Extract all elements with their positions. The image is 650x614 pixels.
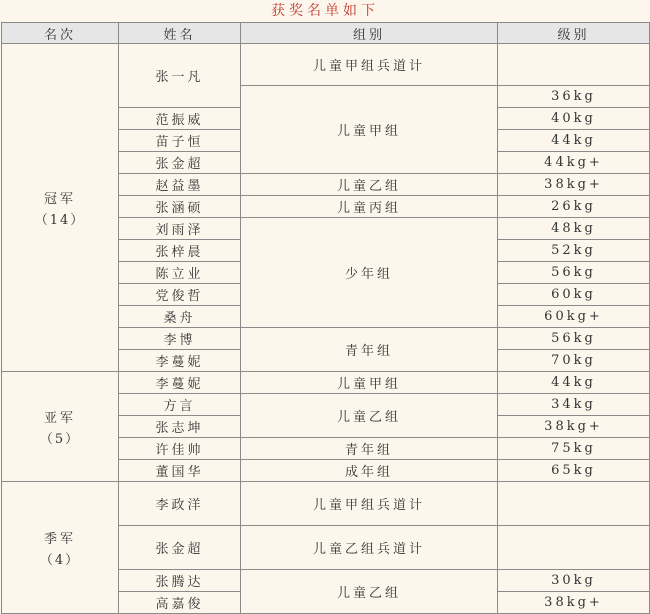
table-row-level: 40kg (498, 108, 650, 130)
rank-runner-up-label: 亚军 (43, 410, 76, 426)
table-row-name: 李政洋 (119, 482, 241, 526)
table-row-level: 44kg (498, 372, 650, 394)
table-row-level: 38kg+ (498, 416, 650, 438)
table-row-group: 青年组 (241, 438, 498, 460)
table-row-name: 李蔓妮 (119, 372, 241, 394)
rank-runner-up-count: （5） (39, 431, 81, 447)
table-row-level: 34kg (498, 394, 650, 416)
table-row-name: 李蔓妮 (119, 350, 241, 372)
table-row-name: 张腾达 (119, 570, 241, 592)
table-row-name: 苗子恒 (119, 130, 241, 152)
table-row-name: 张涵硕 (119, 196, 241, 218)
table-row-level (498, 482, 650, 526)
table-row-name: 范振威 (119, 108, 241, 130)
table-row-name: 党俊哲 (119, 284, 241, 306)
table-row-level: 75kg (498, 438, 650, 460)
table-row-level: 65kg (498, 460, 650, 482)
table-row-group: 儿童甲组 (241, 372, 498, 394)
table-row-name: 董国华 (119, 460, 241, 482)
table-row-group: 儿童乙组 (241, 570, 498, 614)
table-row-level: 56kg (498, 328, 650, 350)
table-row-group: 儿童丙组 (241, 196, 498, 218)
table-row-name: 桑舟 (119, 306, 241, 328)
table-row-name: 张志坤 (119, 416, 241, 438)
table-row-name: 高嘉俊 (119, 592, 241, 614)
table-row-level: 38kg+ (498, 174, 650, 196)
table-row-level: 60kg+ (498, 306, 650, 328)
table-row-level: 36kg (498, 86, 650, 108)
table-row-name: 方言 (119, 394, 241, 416)
table-row-name: 李博 (119, 328, 241, 350)
table-row-group: 成年组 (241, 460, 498, 482)
rank-third (2, 482, 119, 614)
table-row-name: 许佳帅 (119, 438, 241, 460)
table-row-name: 刘雨泽 (119, 218, 241, 240)
rank-champion (2, 44, 119, 372)
table-row-level: 44kg+ (498, 152, 650, 174)
table-row-group: 儿童乙组 (241, 174, 498, 196)
table-row-group: 儿童甲组兵道计 (241, 44, 498, 86)
table-row-group: 儿童甲组 (241, 86, 498, 174)
rank-third-count: （4） (39, 552, 81, 568)
rank-champion-count: （14） (34, 212, 86, 228)
rank-runner-up (2, 372, 119, 482)
table-row-name: 张一凡 (119, 44, 241, 108)
table-row-name: 张金超 (119, 152, 241, 174)
table-row-group: 儿童乙组 (241, 394, 498, 438)
table-row-level (498, 526, 650, 570)
table-row-level: 56kg (498, 262, 650, 284)
table-row-name: 张梓晨 (119, 240, 241, 262)
table-row-name: 陈立业 (119, 262, 241, 284)
rank-champion-label: 冠军 (43, 191, 76, 207)
table-row-level: 30kg (498, 570, 650, 592)
table-row-group: 儿童乙组兵道计 (241, 526, 498, 570)
table-row-level: 44kg (498, 130, 650, 152)
table-row-group: 少年组 (241, 218, 498, 328)
table-row-level: 38kg+ (498, 592, 650, 614)
header-rank: 名次 (2, 23, 119, 44)
award-table (1, 22, 650, 614)
table-row-level: 60kg (498, 284, 650, 306)
table-row-group: 青年组 (241, 328, 498, 372)
table-row-group: 儿童甲组兵道计 (241, 482, 498, 526)
table-row-name: 赵益墨 (119, 174, 241, 196)
header-name: 姓名 (119, 23, 241, 44)
table-row-name: 张金超 (119, 526, 241, 570)
table-row-level: 70kg (498, 350, 650, 372)
header-level: 级别 (498, 23, 650, 44)
table-row-level: 48kg (498, 218, 650, 240)
header-group: 组别 (241, 23, 498, 44)
table-row-level: 26kg (498, 196, 650, 218)
rank-third-label: 季军 (43, 531, 76, 547)
table-row-level: 52kg (498, 240, 650, 262)
table-row-level (498, 44, 650, 86)
page-title: 获奖名单如下 (271, 3, 379, 19)
